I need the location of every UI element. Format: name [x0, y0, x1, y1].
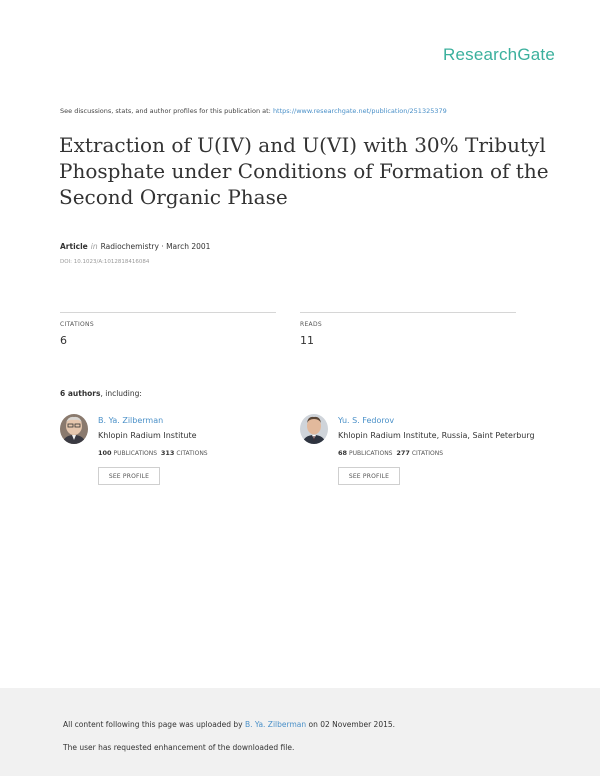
author-photo-icon: [300, 414, 328, 444]
author-stats: [98, 449, 208, 457]
citations-label: CITATIONS: [411, 450, 444, 457]
authors-suffix: , including:: [100, 389, 142, 398]
journal-date: Radiochemistry · March 2001: [100, 242, 211, 251]
authors-heading: [60, 389, 142, 398]
publication-title: Extraction of U(IV) and U(VI) with 30% Tributyl Phosphate under Conditions of Formation of the Second Organic Phase: [59, 133, 549, 209]
reads-divider: [300, 312, 516, 313]
citations-value: 6: [60, 334, 67, 347]
author-stats: [338, 449, 443, 457]
citations-label: CITATIONS: [176, 450, 208, 457]
publications-count: 68: [338, 449, 348, 457]
avatar[interactable]: [60, 414, 88, 444]
publications-count: 100: [98, 449, 112, 457]
citations-count: 313: [160, 449, 175, 457]
upload-date: on 02 November 2015.: [308, 720, 396, 729]
see-profile-button[interactable]: SEE PROFILE: [338, 467, 400, 485]
discussions-notice: [60, 107, 447, 115]
researchgate-logo[interactable]: ResearchGate: [442, 45, 555, 64]
reads-label: READS: [300, 321, 322, 328]
upload-notice: [63, 720, 395, 729]
see-profile-button[interactable]: SEE PROFILE: [98, 467, 160, 485]
publications-label: PUBLICATIONS: [113, 450, 158, 457]
publication-meta: [60, 242, 210, 251]
author-card: [300, 412, 560, 492]
doi: DOI: 10.1023/A:1012818416084: [60, 259, 150, 265]
publication-type: Article: [60, 242, 88, 251]
author-name-link[interactable]: B. Ya. Zilberman: [98, 416, 164, 425]
reads-value: 11: [300, 334, 314, 347]
author-institution: Khlopin Radium Institute: [98, 431, 197, 440]
in-label: in: [90, 242, 98, 251]
author-name-link[interactable]: Yu. S. Fedorov: [338, 416, 395, 425]
upload-footer: [0, 688, 600, 776]
uploader-link[interactable]: B. Ya. Zilberman: [244, 720, 307, 729]
enhancement-notice: The user has requested enhancement of the downloaded file.: [63, 743, 295, 752]
publication-url-link[interactable]: https://www.researchgate.net/publication/251325379: [272, 107, 447, 115]
upload-prefix: All content following this page was uploaded by: [63, 720, 243, 729]
citations-label: CITATIONS: [60, 321, 94, 328]
avatar[interactable]: [300, 414, 328, 444]
citations-count: 277: [396, 449, 410, 457]
citations-divider: [60, 312, 276, 313]
publications-label: PUBLICATIONS: [348, 450, 393, 457]
author-card: [60, 412, 320, 492]
author-institution: Khlopin Radium Institute, Russia, Saint Peterburg: [338, 431, 535, 440]
discussions-text: See discussions, stats, and author profiles for this publication at:: [60, 107, 271, 115]
authors-count: 6 authors: [60, 389, 101, 398]
author-photo-icon: [60, 414, 88, 444]
